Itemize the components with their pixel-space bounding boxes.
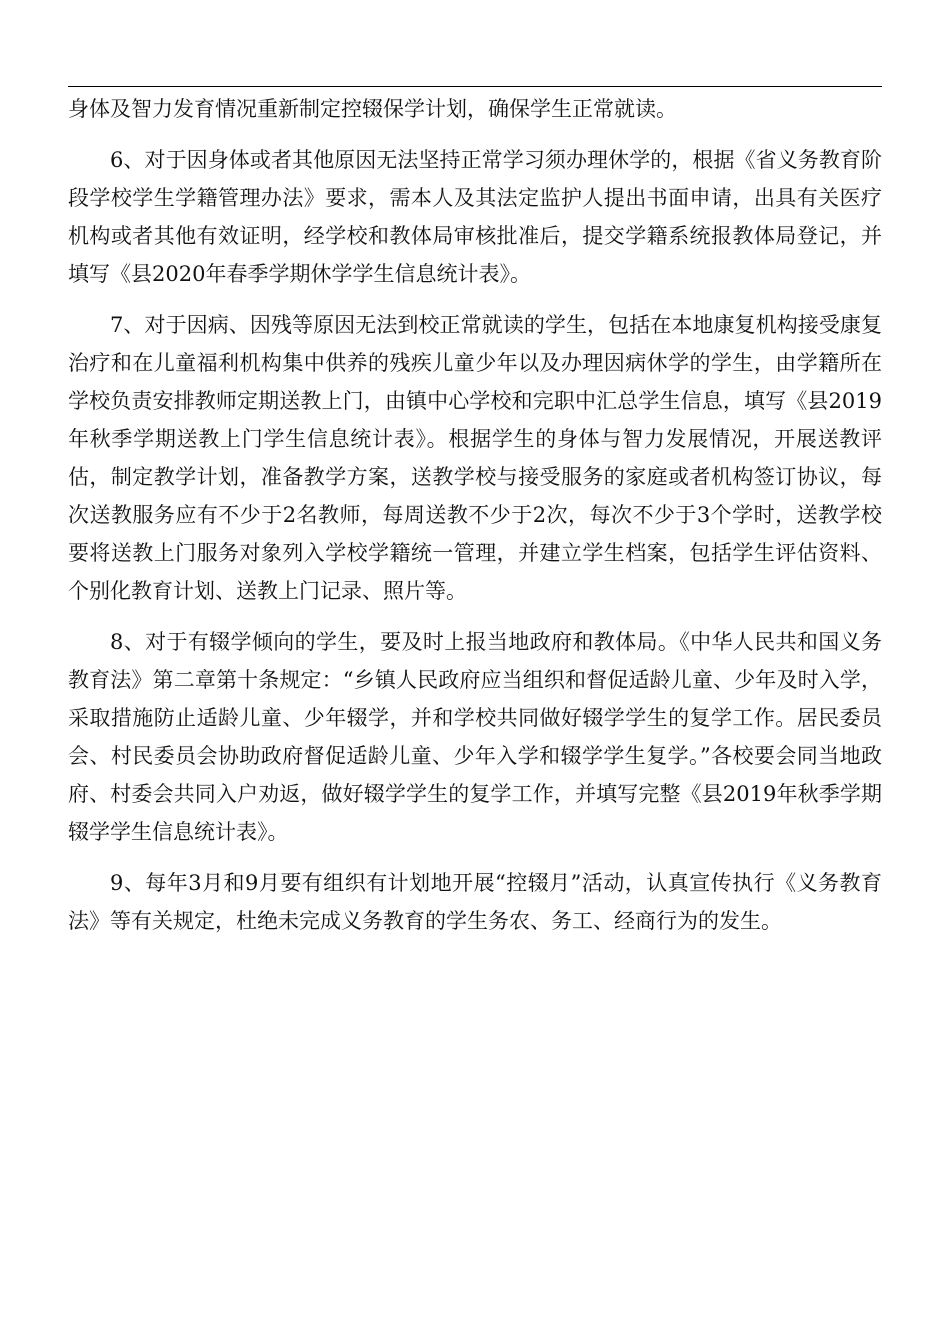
- header-rule: [68, 86, 882, 87]
- document-body: [68, 90, 882, 953]
- paragraph-item-8: 8、对于有辍学倾向的学生，要及时上报当地政府和教体局。《中华人民共和国义务教育法》第二章第十条规定：“乡镇人民政府应当组织和督促适龄儿童、少年及时入学，采取措施防止适龄儿童、少年辍学，并和学校共同做好辍学学生的复学工作。居民委员会、村民委员会协助政府督促适龄儿童、少年入学和辍学学生复学。”各校要会同当地政府、村委会共同入户劝返，做好辍学学生的复学工作，并填写完整《县2019年秋季学期辍学学生信息统计表》。: [68, 630, 882, 844]
- paragraph-item-6: 6、对于因身体或者其他原因无法坚持正常学习须办理休学的，根据《省义务教育阶段学校学生学籍管理办法》要求，需本人及其法定监护人提出书面申请，出具有关医疗机构或者其他有效证明，经学校和教体局审核批准后，提交学籍系统报教体局登记，并填写《县2020年春季学期休学学生信息统计表》。: [68, 148, 882, 286]
- paragraph-continuation: 身体及智力发育情况重新制定控辍保学计划，确保学生正常就读。: [68, 97, 677, 121]
- paragraph-item-9: 9、每年3月和9月要有组织有计划地开展“控辍月”活动，认真宣传执行《义务教育法》等有关规定，杜绝未完成义务教育的学生务农、务工、经商行为的发生。: [68, 871, 882, 933]
- paragraph-item-7: 7、对于因病、因残等原因无法到校正常就读的学生，包括在本地康复机构接受康复治疗和在儿童福利机构集中供养的残疾儿童少年以及办理因病休学的学生，由学籍所在学校负责安排教师定期送教上门，由镇中心学校和完职中汇总学生信息，填写《县2019年秋季学期送教上门学生信息统计表》。根据学生的身体与智力发展情况，开展送教评估，制定教学计划，准备教学方案，送教学校与接受服务的家庭或者机构签订协议，每次送教服务应有不少于2名教师，每周送教不少于2次，每次不少于3个学时，送教学校要将送教上门服务对象列入学校学籍统一管理，并建立学生档案，包括学生评估资料、个别化教育计划、送教上门记录、照片等。: [68, 313, 882, 603]
